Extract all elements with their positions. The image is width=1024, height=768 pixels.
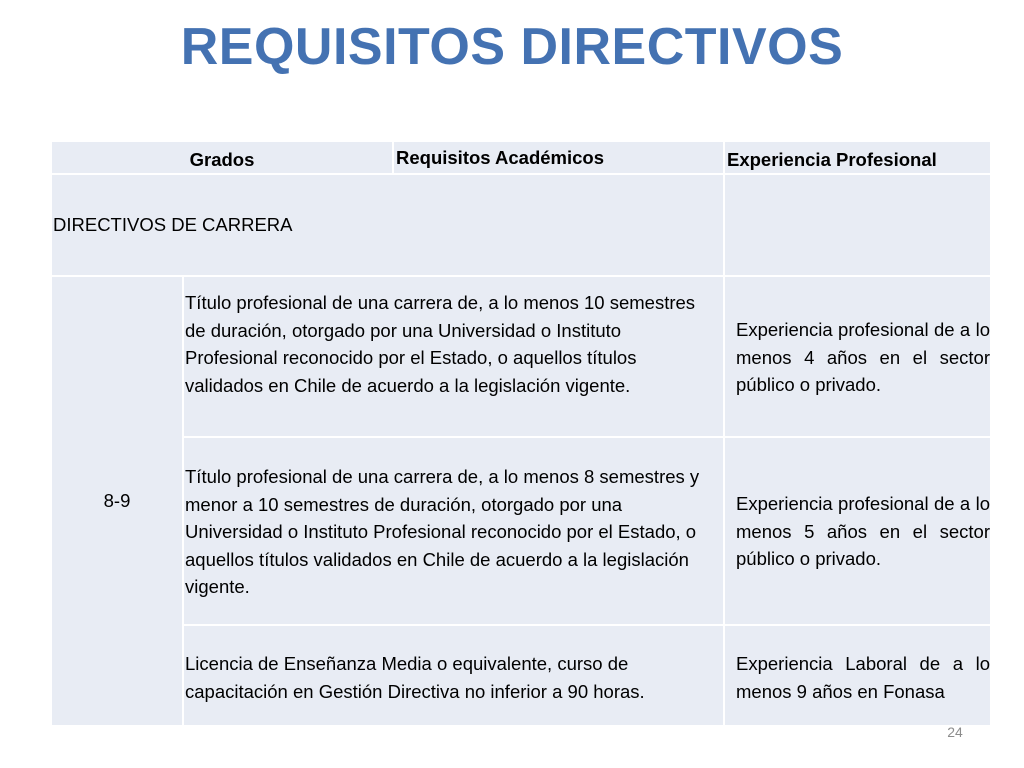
section-empty-cell <box>725 175 990 275</box>
header-grados-label: Grados <box>189 149 255 170</box>
page-number: 24 <box>947 724 963 740</box>
academic-cell-2 <box>184 438 723 624</box>
experience-text-1: Experiencia profesional de a lo menos 4 años en el sector público o privado. <box>736 319 990 395</box>
header-academicos-label: Requisitos Académicos <box>396 147 605 168</box>
experience-text-3: Experiencia Laboral de a lo menos 9 años en Fonasa <box>736 653 990 702</box>
header-experiencia <box>725 142 990 173</box>
academic-cell-1 <box>184 277 723 436</box>
experience-cell-2 <box>725 438 990 624</box>
section-label: DIRECTIVOS DE CARRERA <box>53 214 293 235</box>
section-label-cell <box>52 175 723 275</box>
grade-cell <box>52 277 182 725</box>
requirements-table <box>52 142 990 725</box>
academic-text-2: Título profesional de una carrera de, a lo menos 8 semestres y menor a 10 semestres de duración, otorgado por una Universidad o Instituto Profesional reconocido por el Estado, o aquellos títulos validados en Chile de acuerdo a la legislación vigente. <box>185 466 700 597</box>
header-grados <box>52 142 392 173</box>
academic-text-1: Título profesional de una carrera de, a lo menos 10 semestres de duración, otorgado por una Universidad o Instituto Profesional reconocido por el Estado, o aquellos títulos validados en Chile de acuerdo a la legislación vigente. <box>185 292 696 396</box>
grade-value: 8-9 <box>103 490 131 512</box>
header-academicos <box>394 142 723 173</box>
experience-cell-3 <box>725 626 990 725</box>
experience-text-2: Experiencia profesional de a lo menos 5 años en el sector público o privado. <box>736 493 990 569</box>
experience-cell-1 <box>725 277 990 436</box>
academic-text-3: Licencia de Enseñanza Media o equivalente, curso de capacitación en Gestión Directiva no inferior a 90 horas. <box>185 653 645 702</box>
header-experiencia-label: Experiencia Profesional <box>727 149 937 170</box>
academic-cell-3 <box>184 626 723 725</box>
slide-title: REQUISITOS DIRECTIVOS <box>180 18 844 76</box>
